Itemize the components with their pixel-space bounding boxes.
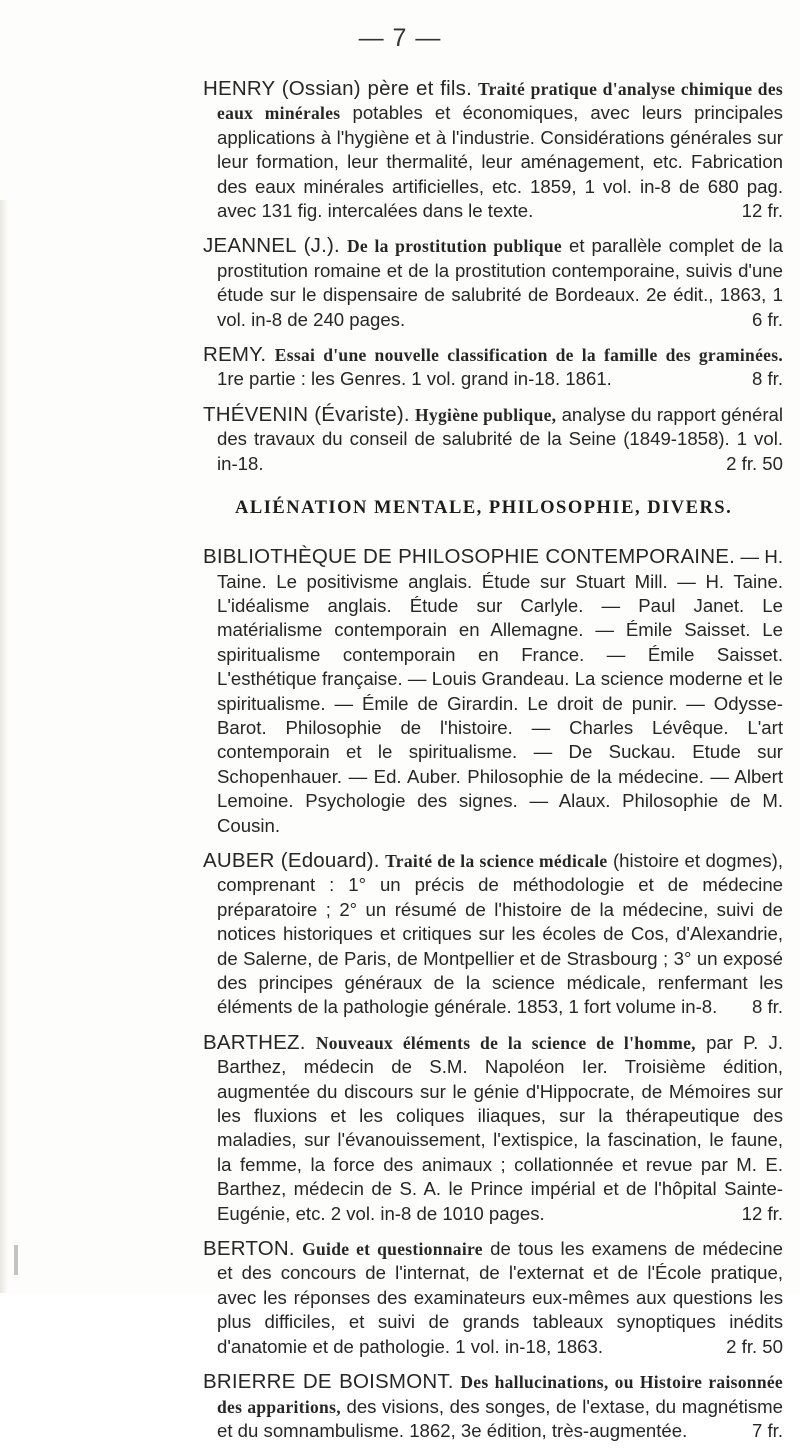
- entry-price: 2 fr. 50: [726, 1335, 783, 1357]
- entry-description: 1re partie : les Genres. 1 vol. grand in-18. 1861.: [217, 368, 612, 390]
- catalogue-entry-bibliotheque: [203, 545, 783, 838]
- entry-title: Essai d'une nouvelle classification de la famille des graminées.: [274, 345, 783, 366]
- entry-description: par P. J. Barthez, médecin de S.M. Napoléon Ier. Troisième édition, augmentée du discours sur le génie d'Hippocrate, de Mémoires sur les fluxions et les coliques iliaques, sur la thérapeutique des maladies, sur l'évanouissement, l'extispice, la fascination, le faune, la femme, la force des animaux ; collationnée et revue par M. E. Barthez, médecin de S. A. le Prince impérial et de l'hôpital Sainte-Eugénie, etc. 2 vol. in-8 de 1010 pages.: [217, 1031, 783, 1224]
- catalogue-entry-brierre: [203, 1370, 783, 1443]
- entry-author: HENRY (Ossian) père et fils.: [203, 77, 472, 100]
- entry-author: JEANNEL (J.).: [203, 234, 340, 258]
- entry-title: Guide et questionnaire: [302, 1239, 483, 1260]
- entry-title: Des hallucinations, ou Histoire raisonnée des apparitions,: [217, 1372, 783, 1417]
- entry-author: BERTON.: [203, 1237, 295, 1261]
- entry-author: REMY.: [203, 343, 267, 367]
- entry-title: Hygiène publique,: [415, 404, 557, 425]
- entry-price: 7 fr.: [751, 1419, 783, 1441]
- page-smudge: [14, 1245, 18, 1275]
- catalogue-entry-henry: [203, 77, 783, 223]
- entry-description: et parallèle complet de la prostitution romaine et de la prostitution contemporaine, suivis d'une étude sur le dispensaire de salubrité de Bordeaux. 2e édit., 1863, 1 vol. in-8 de 240 pages.: [217, 235, 783, 330]
- entry-price: 12 fr.: [741, 200, 783, 222]
- entry-description: potables et économiques, avec leurs principales applications à l'hygiène et à l'industrie. Considérations générales sur leur formation, leur thermalité, leur aménagement, etc. Fabrication des eaux minérales artificielles, etc. 1859, 1 vol. in-8 de 680 pag. avec 131 fig. intercalées dans le texte.: [217, 102, 783, 222]
- entry-price: 12 fr.: [741, 1202, 783, 1224]
- entry-title: Nouveaux éléments de la science de l'homme,: [315, 1032, 696, 1053]
- entry-description: — H. Taine. Le positivisme anglais. Étude sur Stuart Mill. — H. Taine. L'idéalisme anglais. Étude sur Carlyle. — Paul Janet. Le matérialisme contemporain en Allemagne. — Émile Saisset. Le spiritualisme contemporain en France. — Émile Saisset. L'esthétique française. — Louis Grandeau. La science moderne et le spiritualisme. — Émile de Girardin. Le droit de punir. — Odysse-Barot. Philosophie de l'histoire. — Charles Lévêque. L'art contemporain et le spiritualisme. — De Suckau. Etude sur Schopenhauer. — Ed. Auber. Philosophie de la médecine. — Albert Lemoine. Psychologie des signes. — Alaux. Philosophie de M. Cousin.: [217, 546, 784, 836]
- section-heading: ALIÉNATION MENTALE, PHILOSOPHIE, DIVERS.: [235, 498, 733, 519]
- entry-author: AUBER (Edouard).: [203, 848, 380, 872]
- entry-description: analyse du rapport général des travaux du conseil de salubrité de la Seine (1849-1858). 1 vol. in-18.: [217, 403, 783, 474]
- catalogue-column: [203, 77, 783, 1454]
- catalogue-entry-barthez: [203, 1031, 783, 1226]
- catalogue-entry-remy: [203, 343, 783, 392]
- page-edge-shadow: [0, 200, 8, 1293]
- entry-author: BIBLIOTHÈQUE DE PHILOSOPHIE CONTEMPORAINE.: [203, 545, 735, 569]
- catalogue-entry-berton: [203, 1237, 783, 1359]
- entry-description: des visions, des songes, de l'extase, du magnétisme et du somnambulisme. 1862, 3e édition, très-augmentée.: [217, 1395, 784, 1441]
- entry-price: 8 fr.: [751, 368, 783, 390]
- catalogue-entry-auber: [203, 849, 783, 1020]
- page-number: — 7 —: [358, 24, 442, 52]
- entry-price: 6 fr.: [751, 308, 783, 330]
- entry-price: 2 fr. 50: [726, 452, 783, 474]
- catalogue-entry-thevenin: [203, 403, 783, 476]
- entry-title: Traité pratique d'analyse chimique des eaux minérales: [217, 79, 783, 124]
- entry-title: Traité de la science médicale: [385, 850, 608, 871]
- catalogue-entry-jeannel: [203, 234, 783, 332]
- entry-description: de tous les examens de médecine et des concours de l'internat, de l'externat et de l'École pratique, avec les réponses des examinateurs eux-mêmes aux questions les plus difficiles, et suivi de grands tableaux synoptiques inédits d'anatomie et de pathologie. 1 vol. in-18, 1863.: [217, 1238, 783, 1357]
- entry-title: De la prostitution publique: [346, 236, 562, 257]
- entry-price: 8 fr.: [751, 996, 783, 1018]
- entry-author: BARTHEZ.: [203, 1030, 306, 1054]
- entry-author: THÉVENIN (Évariste).: [203, 402, 410, 426]
- entry-author: BRIERRE DE BOISMONT.: [203, 1370, 454, 1394]
- entry-description: (histoire et dogmes), comprenant : 1° un précis de méthodologie et de médecine préparatoire ; 2° un résumé de l'histoire de la médecine, suivi de notices historiques et critiques sur les écoles de Cos, d'Alexandrie, de Salerne, de Paris, de Montpellier et de Strasbourg ; 3° un exposé des principes généraux de la science médicale, renfermant les éléments de la pathologie générale. 1853, 1 fort volume in-8.: [217, 849, 783, 1018]
